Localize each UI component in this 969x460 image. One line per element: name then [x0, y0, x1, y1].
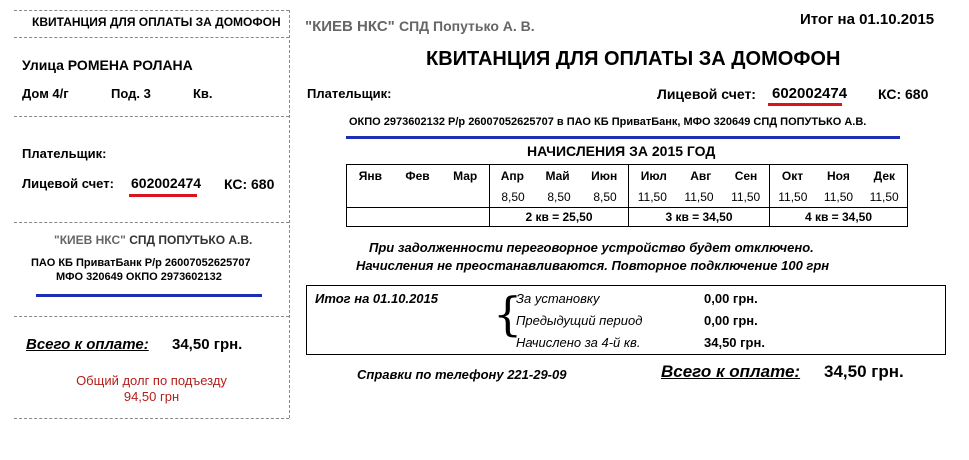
month-value: 8,50	[547, 190, 571, 204]
main-company-owner: СПД Попутько А. В.	[398, 18, 535, 34]
stub-company	[54, 233, 252, 247]
main-bank-line: ОКПО 2973602132 Р/р 26007052625707 в ПАО КБ ПриватБанк, МФО 320649 СПД ПОПУТЬКО А.В.	[349, 116, 867, 128]
main-account-underline	[768, 103, 842, 106]
stub-account-underline	[129, 194, 197, 197]
stub-top-divider	[14, 10, 289, 11]
month-label: Июл	[640, 169, 667, 183]
month-value: 11,50	[823, 190, 854, 204]
main-total-date: Итог на 01.10.2015	[800, 11, 935, 28]
month-label: Фев	[405, 169, 430, 183]
stub-payer-label: Плательщик:	[22, 146, 107, 161]
summary-row-label: Предыдущий период	[516, 313, 643, 328]
month-label: Дек	[873, 169, 896, 183]
stub-ks: КС: 680	[224, 176, 275, 192]
month-label: Окт	[781, 169, 804, 183]
stub-debt-value: 94,50 грн	[123, 389, 180, 404]
stub-entrance: Под. 3	[111, 86, 151, 101]
main-title: КВИТАНЦИЯ ДЛЯ ОПЛАТЫ ЗА ДОМОФОН	[426, 48, 841, 70]
quarter-3-total: 3 кв = 34,50	[629, 208, 770, 227]
quarter-4-months	[770, 165, 907, 187]
stub-total-value: 34,50 грн.	[172, 336, 243, 353]
stub-address-divider	[14, 116, 289, 117]
summary-row-value: 0,00 грн.	[704, 313, 758, 328]
stub-bottom-divider	[14, 418, 289, 419]
notice-line-2: Начисления не преостанавливаются. Повторное подключение 100 грн	[356, 258, 830, 273]
main-account-number: 602002474	[772, 85, 848, 102]
quarter-2-months	[490, 165, 628, 187]
quarter-3-cell	[629, 165, 770, 208]
charges-months-row	[347, 165, 908, 208]
phone-info: Справки по телефону 221-29-09	[357, 367, 567, 382]
quarter-1-cell	[347, 165, 490, 208]
month-value: 11,50	[778, 190, 808, 204]
month-value: 11,50	[869, 190, 899, 204]
month-label: Сен	[734, 169, 758, 183]
month-value: 8,50	[501, 190, 525, 204]
main-payer-label: Плательщик:	[307, 86, 392, 101]
quarter-1-total	[347, 208, 490, 227]
summary-row-label: Начислено за 4-й кв.	[516, 335, 641, 350]
quarter-4-cell	[770, 165, 908, 208]
stub-apartment: Кв.	[193, 86, 213, 101]
month-label: Июн	[591, 169, 618, 183]
main-company-name: "КИЕВ НКС"	[305, 18, 395, 35]
stub-account-number: 602002474	[131, 175, 202, 191]
summary-row-label: За установку	[516, 291, 600, 306]
month-label: Мар	[453, 169, 478, 183]
quarter-1-months	[347, 165, 489, 187]
month-label: Май	[545, 169, 570, 183]
quarter-2-total: 2 кв = 25,50	[490, 208, 629, 227]
month-label: Янв	[358, 169, 382, 183]
month-label: Апр	[500, 169, 524, 183]
stub-street: Улица РОМЕНА РОЛАНА	[22, 57, 193, 73]
stub-debt-label: Общий долг по подъезду	[76, 373, 227, 388]
month-value: 8,50	[593, 190, 617, 204]
quarter-2-cell	[490, 165, 629, 208]
month-value: 11,50	[637, 190, 667, 204]
summary-row-value: 34,50 грн.	[704, 335, 765, 350]
charges-quarter-totals-row	[347, 208, 908, 227]
main-total-label	[661, 362, 800, 382]
main-account-label: Лицевой счет:	[657, 86, 756, 102]
summary-label: Итог на 01.10.2015	[315, 291, 438, 306]
summary-brace-icon: {	[493, 287, 523, 341]
stub-title: КВИТАНЦИЯ ДЛЯ ОПЛАТЫ ЗА ДОМОФОН	[32, 15, 281, 29]
quarter-4-total: 4 кв = 34,50	[770, 208, 908, 227]
stub-account-divider	[14, 222, 289, 223]
month-value: 11,50	[731, 190, 761, 204]
notice-line-1: При задолженности переговорное устройство будет отключено.	[369, 240, 814, 255]
main-bank-underline	[346, 136, 900, 139]
charges-table	[346, 164, 908, 227]
month-label: Авг	[690, 169, 712, 183]
charges-title: НАЧИСЛЕНИЯ ЗА 2015 ГОД	[527, 143, 716, 159]
stub-debt	[14, 373, 289, 405]
main-company	[305, 18, 535, 35]
quarter-1-values	[347, 187, 489, 207]
quarter-4-values	[770, 187, 907, 207]
stub-title-divider	[14, 37, 289, 38]
main-total-label-text: Всего к оплате:	[661, 362, 801, 381]
stub-bank-underline	[36, 294, 262, 297]
main-ks: КС: 680	[878, 86, 929, 102]
stub-account-label: Лицевой счет:	[22, 176, 114, 191]
stub-company-name: "КИЕВ НКС"	[54, 233, 126, 247]
stub-cut-line	[289, 10, 290, 418]
stub-company-owner: СПД ПОПУТЬКО А.В.	[129, 233, 253, 247]
quarter-3-months	[629, 165, 769, 187]
stub-total-label-text: Всего к оплате:	[26, 336, 149, 353]
quarter-2-values	[490, 187, 628, 207]
month-label: Ноя	[826, 169, 850, 183]
stub-house: Дом 4/г	[22, 86, 69, 101]
stub-bank-divider	[14, 316, 289, 317]
stub-bank-line-2: МФО 320649 ОКПО 2973602132	[56, 271, 222, 283]
main-total-value: 34,50 грн.	[824, 362, 904, 381]
month-value: 11,50	[684, 190, 714, 204]
stub-total-label	[26, 336, 149, 353]
stub-bank-line-1: ПАО КБ ПриватБанк Р/р 26007052625707	[31, 257, 251, 269]
quarter-3-values	[629, 187, 769, 207]
summary-row-value: 0,00 грн.	[704, 291, 758, 306]
